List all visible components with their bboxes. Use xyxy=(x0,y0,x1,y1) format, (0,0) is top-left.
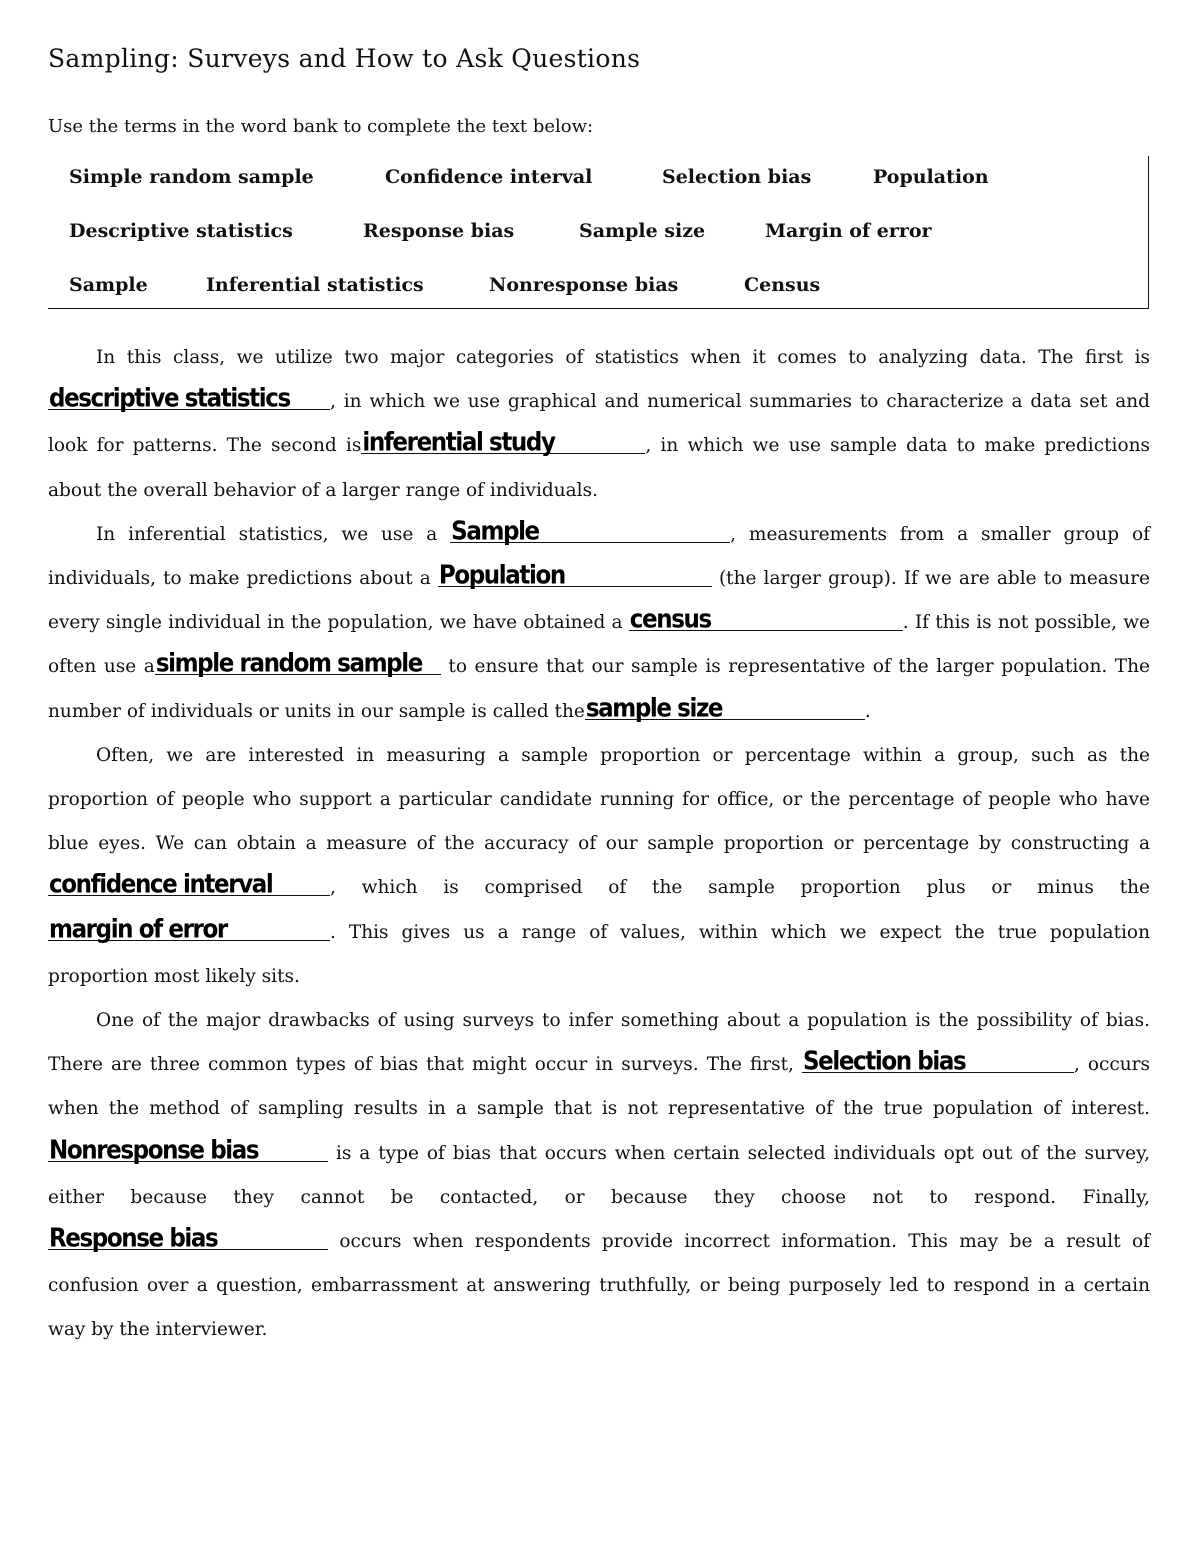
answer-blank[interactable] xyxy=(450,516,730,546)
passage-text: . This gives us a range of values, within which we expect the true population proportion most likely sits. xyxy=(48,921,1150,987)
word-bank-row xyxy=(48,166,1148,196)
answer-blank[interactable] xyxy=(629,605,903,635)
passage-text: to ensure that our sample is representative of the larger population. The number of individuals or units in our sample is called the xyxy=(48,656,1151,722)
paragraph-3 xyxy=(48,734,1150,999)
passage-text: is a type of bias that occurs when certain selected individuals opt out of the survey, either because they cannot be contacted, or because they choose not to respond. Finally, xyxy=(48,1142,1150,1208)
word-bank-term: Confidence interval xyxy=(385,166,593,188)
answer-blank[interactable] xyxy=(48,1224,328,1254)
word-bank-term: Sample xyxy=(69,274,148,296)
word-bank-row xyxy=(48,220,1148,250)
answer-blank[interactable] xyxy=(361,428,645,458)
word-bank-term: Inferential statistics xyxy=(206,274,424,296)
word-bank-term: Population xyxy=(873,166,989,188)
word-bank-term: Selection bias xyxy=(662,166,812,188)
handwritten-answer: Response bias xyxy=(49,1224,218,1254)
answer-blank[interactable] xyxy=(585,693,865,723)
answer-blank[interactable] xyxy=(438,561,712,591)
passage-text: One of the major drawbacks of using surveys to infer something about a population is the possibility of bias. There are three common types of bias that might occur in surveys. The first, xyxy=(48,1010,1150,1076)
handwritten-answer: Selection bias xyxy=(802,1047,966,1077)
word-bank-term: Simple random sample xyxy=(69,166,314,188)
paragraph-2 xyxy=(48,513,1150,734)
handwritten-answer: simple random sample xyxy=(155,649,422,679)
passage-text: In inferential statistics, we use a xyxy=(96,523,438,545)
passage-text: , measurements from a smaller group of individuals, to make predictions about a xyxy=(48,523,1150,590)
passage-text: , in which we use sample data to make predictions about the overall behavior of a larger range of individuals. xyxy=(48,435,1150,501)
passage-text: . If this is not possible, we often use a xyxy=(48,612,1150,678)
answer-blank[interactable] xyxy=(155,649,441,679)
answer-blank[interactable] xyxy=(48,914,330,944)
handwritten-answer: inferential study xyxy=(362,428,555,458)
word-bank xyxy=(48,156,1149,309)
answer-blank[interactable] xyxy=(802,1047,1074,1077)
handwritten-answer: descriptive statistics xyxy=(49,384,290,414)
passage-text: occurs when respondents provide incorrect information. This may be a result of confusion over a question, embarrassment at answering truthfully, or being purposely led to respond in a certain way by the interviewer. xyxy=(48,1231,1150,1341)
word-bank-term: Descriptive statistics xyxy=(69,220,293,242)
passage-text: (the larger group). If we are able to measure every single individual in the population, we have obtained a xyxy=(48,568,1151,634)
handwritten-answer: sample size xyxy=(585,693,723,723)
handwritten-answer: margin of error xyxy=(49,914,227,944)
answer-blank[interactable] xyxy=(48,384,330,414)
paragraph-1 xyxy=(48,336,1150,513)
instructions-text: Use the terms in the word bank to complete the text below: xyxy=(48,116,594,137)
handwritten-answer: Population xyxy=(438,561,565,591)
passage-text: In this class, we utilize two major categories of statistics when it comes to analyzing data. The first is xyxy=(96,347,1150,368)
passage-text: , in which we use graphical and numerical summaries to characterize a data set and look for patterns. The second is xyxy=(48,391,1150,457)
handwritten-answer: Sample xyxy=(451,516,539,546)
passage-text: Often, we are interested in measuring a sample proportion or percentage within a group, such as the proportion of people who support a particular candidate running for office, or the percentage of people who have blue eyes. We can obtain a measure of the accuracy of our sample proportion or percentage by constructing a xyxy=(48,744,1150,855)
passage-text: . xyxy=(864,700,871,722)
word-bank-term: Margin of error xyxy=(765,220,932,242)
handwritten-answer: confidence interval xyxy=(49,870,273,900)
handwritten-answer: census xyxy=(629,605,711,635)
word-bank-term: Census xyxy=(744,274,821,296)
answer-blank[interactable] xyxy=(48,1135,328,1165)
passage xyxy=(48,336,1150,1353)
handwritten-answer: Nonresponse bias xyxy=(49,1135,259,1165)
page-title: Sampling: Surveys and How to Ask Questions xyxy=(48,44,641,73)
passage-text: , occurs when the method of sampling results in a sample that is not representative of the true population of interest. xyxy=(48,1054,1150,1120)
paragraph-4 xyxy=(48,999,1150,1353)
word-bank-term: Nonresponse bias xyxy=(489,274,679,296)
answer-blank[interactable] xyxy=(48,870,330,900)
word-bank-row xyxy=(48,274,1148,304)
word-bank-term: Response bias xyxy=(363,220,515,242)
passage-text: , which is comprised of the sample proportion plus or minus the xyxy=(330,877,1150,899)
word-bank-term: Sample size xyxy=(579,220,706,242)
